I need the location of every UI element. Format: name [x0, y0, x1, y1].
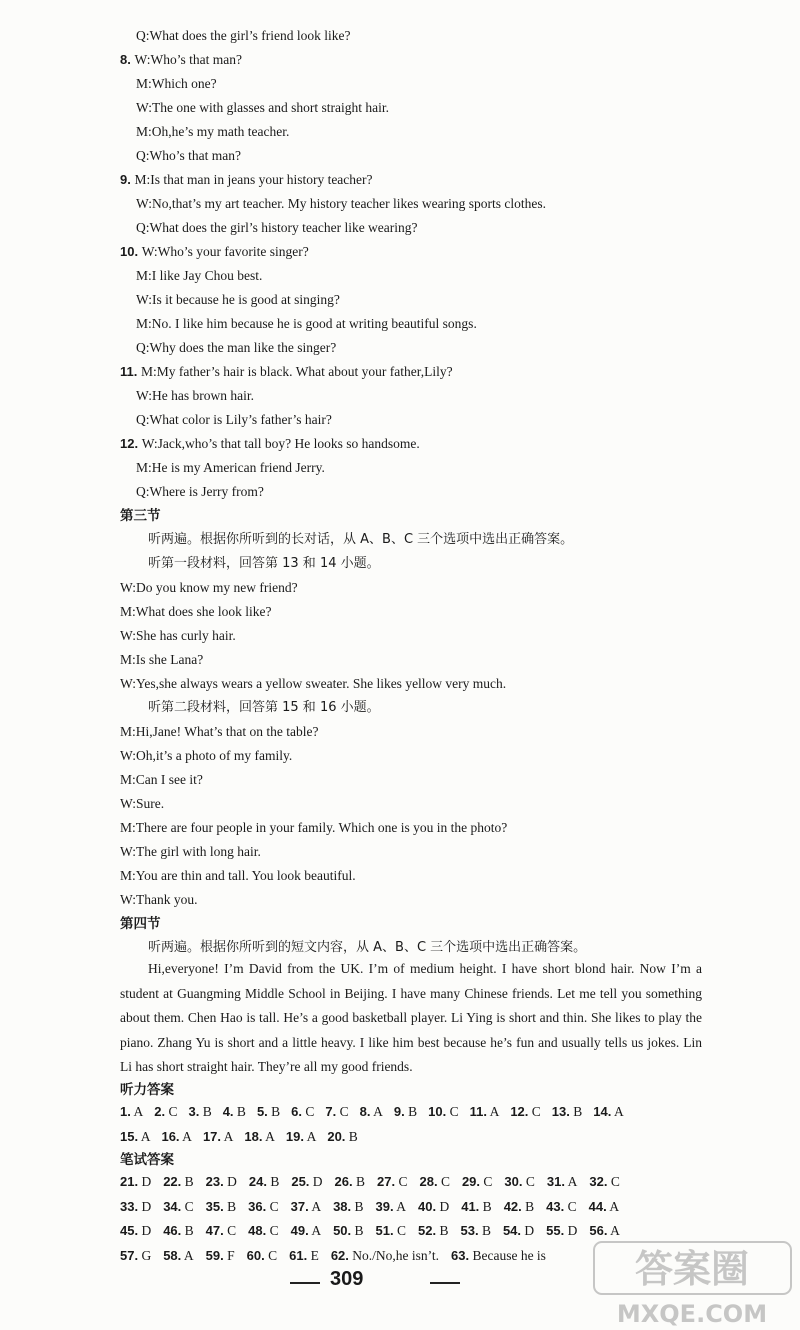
answer-value: B [351, 1223, 364, 1238]
answer-number: 8. [359, 1104, 371, 1119]
answer-item [428, 1102, 458, 1122]
answer-row [120, 1127, 369, 1147]
answer-number: 15. [120, 1128, 139, 1144]
answer-value: D [564, 1223, 578, 1238]
answer-item [247, 1246, 277, 1266]
answer-item [394, 1102, 417, 1122]
answer-row [120, 1246, 558, 1266]
answer-value: D [223, 1174, 237, 1189]
dialogue-line [136, 386, 254, 406]
line-text: M:I like Jay Chou best. [136, 268, 263, 283]
answer-number: 25. [291, 1174, 310, 1189]
answer-number: 34. [163, 1198, 182, 1214]
answer-value: B [521, 1198, 535, 1214]
answer-value: A [138, 1128, 151, 1144]
answer-value: B [352, 1174, 366, 1189]
line-text: M:Oh,he’s my math teacher. [136, 124, 290, 139]
answer-value: B [267, 1104, 281, 1119]
line-text: W:Is it because he is good at singing? [136, 292, 340, 307]
answer-number: 57. [120, 1247, 139, 1263]
answer-item [552, 1102, 582, 1122]
answer-item [360, 1102, 383, 1122]
listening-answers-heading: 听力答案 [120, 1082, 174, 1098]
answer-number: 36. [248, 1198, 267, 1214]
answer-item [470, 1102, 500, 1122]
answer-item [291, 1172, 322, 1192]
dialogue-line [120, 362, 453, 382]
answer-value: A [611, 1104, 624, 1119]
answer-item [331, 1246, 439, 1266]
dialogue-line [136, 146, 241, 166]
line-text: M:My father’s hair is black. What about your father,Lily? [140, 364, 453, 379]
answer-number: 45. [120, 1223, 139, 1238]
answer-value: A [606, 1198, 620, 1214]
answer-item [120, 1102, 143, 1122]
answer-number: 31. [546, 1174, 565, 1189]
answer-value: C [302, 1104, 315, 1119]
answer-number: 19. [285, 1128, 304, 1144]
watermark-bottom-text: MXQE.COM [616, 1300, 768, 1328]
answer-number: 26. [334, 1174, 353, 1189]
dialogue-line: W:Sure. [120, 796, 165, 811]
dialogue-line [136, 266, 262, 286]
answer-value: C [223, 1223, 237, 1238]
answer-row [120, 1172, 632, 1192]
answer-number: 20. [327, 1128, 346, 1144]
answer-item [547, 1172, 577, 1192]
answer-item [120, 1221, 151, 1241]
dialogue-line: W:Thank you. [120, 892, 198, 907]
answer-item [335, 1172, 365, 1192]
answer-number: 23. [205, 1174, 224, 1189]
answer-number: 43. [546, 1198, 565, 1214]
watermark-logo [590, 1238, 795, 1330]
answer-number: 52. [418, 1223, 437, 1238]
answer-value: D [138, 1174, 152, 1189]
answer-value: B [478, 1223, 491, 1238]
line-text: W:Who’s that man? [134, 52, 242, 67]
answer-item [163, 1172, 193, 1192]
answer-number: 56. [589, 1223, 608, 1238]
answer-number: 62. [330, 1247, 349, 1263]
answer-item [223, 1102, 246, 1122]
answer-number: 51. [375, 1223, 394, 1238]
line-text: W:Jack,who’s that tall boy? He looks so handsome. [141, 436, 420, 451]
answer-number: 1. [120, 1104, 131, 1119]
answer-value: A [181, 1247, 194, 1263]
answer-number: 7. [325, 1104, 337, 1119]
answer-item [163, 1221, 193, 1241]
dialogue-line [120, 434, 420, 454]
answer-value: B [223, 1198, 237, 1214]
answer-value: C [528, 1104, 541, 1119]
written-answers-heading: 笔试答案 [120, 1152, 174, 1168]
line-text: Q:Who’s that man? [136, 148, 241, 163]
answer-value: No./No,he isn’t. [348, 1247, 440, 1263]
item-number: 8. [120, 52, 135, 67]
section4-heading: 第四节 [120, 916, 161, 932]
answer-number: 28. [419, 1174, 438, 1189]
material2-instruction: 听第二段材料，回答第 15 和 16 小题。 [148, 700, 380, 715]
line-text: W:He has brown hair. [136, 388, 254, 403]
line-text: Q:What color is Lily’s father’s hair? [136, 412, 332, 427]
answer-number: 55. [546, 1223, 565, 1238]
answer-number: 49. [290, 1223, 309, 1238]
answer-item [376, 1197, 406, 1217]
answer-value: D [138, 1198, 152, 1214]
answer-value: A [179, 1128, 192, 1144]
dialogue-line: M:Can I see it? [120, 772, 203, 787]
answer-item [120, 1127, 150, 1147]
dialogue-line: W:She has curly hair. [120, 628, 236, 643]
answer-value: D [138, 1223, 152, 1238]
item-number: 10. [120, 244, 142, 259]
answer-number: 27. [377, 1174, 396, 1189]
page-number-dash-left [290, 1282, 320, 1284]
answer-value: C [393, 1223, 407, 1238]
answer-item [418, 1197, 449, 1217]
answer-item [418, 1221, 448, 1241]
answer-item [589, 1197, 619, 1217]
answer-item [206, 1172, 237, 1192]
answer-value: A [308, 1223, 322, 1238]
answer-value: A [221, 1128, 234, 1144]
answer-number: 32. [589, 1174, 608, 1189]
answer-number: 13. [551, 1104, 570, 1119]
answer-item [163, 1197, 193, 1217]
answer-number: 17. [202, 1128, 222, 1144]
answer-item [503, 1221, 534, 1241]
answer-value: D [309, 1174, 323, 1189]
answer-item [120, 1172, 151, 1192]
answer-item [461, 1197, 491, 1217]
answer-item [163, 1246, 193, 1266]
line-text: W:The one with glasses and short straight hair. [136, 100, 389, 115]
answer-number: 3. [188, 1104, 200, 1119]
answer-number: 33. [120, 1198, 139, 1214]
answer-value: A [303, 1128, 317, 1144]
answer-value: A [607, 1223, 620, 1238]
dialogue-line [136, 314, 477, 334]
dialogue-line [136, 338, 336, 358]
dialogue-line: M:You are thin and tall. You look beautiful. [120, 868, 356, 883]
answer-number: 46. [163, 1223, 182, 1238]
answer-number: 47. [205, 1223, 224, 1238]
answer-number: 4. [222, 1104, 234, 1119]
answer-value: C [437, 1174, 450, 1189]
line-text: W:Who’s your favorite singer? [141, 244, 309, 259]
item-number: 9. [120, 172, 135, 187]
answer-item [203, 1127, 233, 1147]
dialogue-line [136, 194, 546, 214]
answer-value: C [165, 1104, 178, 1119]
answer-value: C [564, 1198, 577, 1214]
answer-value: C [264, 1247, 278, 1263]
answer-number: 24. [248, 1174, 267, 1189]
answer-number: 6. [291, 1104, 303, 1119]
dialogue-line [136, 122, 289, 142]
answer-number: 18. [244, 1128, 263, 1144]
answer-item [154, 1102, 177, 1122]
answer-value: C [446, 1104, 459, 1119]
answer-item [161, 1127, 191, 1147]
page-number-dash-right [430, 1282, 460, 1284]
answer-item [419, 1172, 449, 1192]
answer-number: 30. [504, 1174, 523, 1189]
answer-item [120, 1197, 151, 1217]
dialogue-line [136, 410, 332, 430]
answer-value: C [522, 1174, 535, 1189]
answer-row [120, 1221, 632, 1241]
line-text: Q:Why does the man like the singer? [136, 340, 337, 355]
answer-number: 29. [461, 1174, 481, 1189]
answer-value: B [181, 1223, 194, 1238]
answer-value: C [266, 1198, 279, 1214]
answer-item [120, 1246, 151, 1266]
answer-number: 50. [333, 1223, 352, 1238]
dialogue-line: W:Oh,it’s a photo of my family. [120, 748, 293, 763]
answer-item [510, 1102, 540, 1122]
answer-item [286, 1127, 316, 1147]
answer-value: B [569, 1104, 583, 1119]
answer-number: 42. [503, 1198, 522, 1214]
answer-item [289, 1246, 319, 1266]
answer-number: 12. [510, 1104, 529, 1119]
answer-number: 48. [248, 1223, 267, 1238]
answer-row [120, 1102, 635, 1122]
answer-number: 10. [428, 1104, 447, 1119]
answer-value: C [480, 1174, 493, 1189]
line-text: M:Is that man in jeans your history teacher? [134, 172, 373, 187]
answer-item [325, 1102, 348, 1122]
answer-value: B [479, 1198, 492, 1214]
answer-item [248, 1197, 278, 1217]
section3-heading: 第三节 [120, 508, 161, 524]
section3-instruction: 听两遍。根据你所听到的长对话，从 A、B、C 三个选项中选出正确答案。 [148, 532, 574, 547]
answer-value: F [223, 1247, 235, 1263]
answer-item [462, 1172, 492, 1192]
answer-number: 63. [451, 1247, 470, 1263]
answer-value: B [404, 1104, 418, 1119]
answer-item [451, 1246, 546, 1266]
answer-value: B [436, 1223, 449, 1238]
dialogue-line [120, 50, 242, 70]
answer-number: 60. [246, 1247, 265, 1263]
answer-item [248, 1221, 278, 1241]
answer-value: A [393, 1198, 407, 1214]
answer-number: 5. [256, 1104, 268, 1119]
answer-value: C [395, 1174, 408, 1189]
answer-value: A [486, 1104, 500, 1119]
answer-value: B [345, 1128, 358, 1144]
dialogue-line [136, 218, 418, 238]
answer-value: C [336, 1104, 349, 1119]
section4-instruction: 听两遍。根据你所听到的短文内容，从 A、B、C 三个选项中选出正确答案。 [148, 940, 587, 955]
answer-value: A [564, 1174, 578, 1189]
dialogue-line [136, 26, 350, 46]
item-number: 11. [120, 364, 141, 379]
answer-item [333, 1221, 363, 1241]
section4-passage: Hi,everyone! I’m David from the UK. I’m of medium height. I have short blond hair. Now I’m a student at Guangming Middle School in Beijing. I have many Chinese friends. Let me tell you something about them. Chen Hao is tall. He’s a good basketball player. Li Ying is short and thin. She likes to play the piano. Zhang Yu is short and a little heavy. I like him best because he’s fun and usually tells us jokes. Lin Li has short straight hair. They’re all my good friends. [120, 961, 702, 1075]
line-text: M:He is my American friend Jerry. [136, 460, 325, 475]
answer-value: Because he is [469, 1247, 546, 1263]
answer-item [327, 1127, 357, 1147]
answer-value: A [130, 1104, 144, 1119]
answer-value: D [521, 1223, 535, 1238]
dialogue-line [136, 290, 340, 310]
dialogue-line [136, 482, 264, 502]
dialogue-line: M:Is she Lana? [120, 652, 204, 667]
answer-value: B [266, 1174, 280, 1189]
answer-number: 39. [375, 1198, 394, 1214]
answer-item [206, 1197, 236, 1217]
line-text: M:No. I like him because he is good at writing beautiful songs. [136, 316, 477, 331]
answer-value: A [308, 1198, 322, 1214]
answer-value: B [351, 1198, 364, 1214]
answer-number: 22. [163, 1174, 182, 1189]
answer-number: 40. [418, 1198, 437, 1214]
answer-value: B [181, 1174, 194, 1189]
answer-number: 59. [205, 1247, 224, 1263]
line-text: Q:Where is Jerry from? [136, 484, 264, 499]
dialogue-line [120, 170, 373, 190]
answer-item [188, 1102, 211, 1122]
answer-number: 16. [161, 1128, 180, 1144]
line-text: M:Which one? [136, 76, 217, 91]
answer-value: A [262, 1128, 275, 1144]
answer-item [593, 1102, 623, 1122]
answer-value: G [138, 1247, 152, 1263]
answer-row [120, 1197, 631, 1217]
answer-number: 2. [154, 1104, 166, 1119]
answer-item [249, 1172, 279, 1192]
dialogue-line: M:What does she look like? [120, 604, 272, 619]
answer-number: 11. [469, 1104, 487, 1119]
answer-value: D [436, 1198, 450, 1214]
answer-item [546, 1197, 576, 1217]
answer-item [589, 1172, 619, 1192]
answer-number: 14. [593, 1104, 612, 1119]
answer-number: 9. [393, 1104, 405, 1119]
answer-item [333, 1197, 363, 1217]
line-text: W:No,that’s my art teacher. My history teacher likes wearing sports clothes. [136, 196, 547, 211]
line-text: Q:What does the girl’s history teacher like wearing? [136, 220, 418, 235]
answer-number: 38. [333, 1198, 352, 1214]
dialogue-line [136, 98, 389, 118]
answer-item [546, 1221, 577, 1241]
answer-item [291, 1221, 321, 1241]
dialogue-line [136, 458, 325, 478]
answer-item [257, 1102, 280, 1122]
answer-item [376, 1221, 406, 1241]
page-number: 309 [330, 1268, 364, 1290]
answer-number: 53. [460, 1223, 479, 1238]
answer-item [460, 1221, 490, 1241]
answer-item [244, 1127, 274, 1147]
answer-value: E [307, 1247, 319, 1263]
answer-value: B [199, 1104, 212, 1119]
item-number: 12. [120, 436, 142, 451]
dialogue-line [136, 74, 217, 94]
answer-number: 37. [290, 1198, 309, 1214]
answer-item [291, 1102, 314, 1122]
answer-number: 58. [163, 1247, 182, 1263]
answer-item [377, 1172, 407, 1192]
dialogue-line: W:Yes,she always wears a yellow sweater. She likes yellow very much. [120, 676, 507, 691]
answer-number: 44. [588, 1198, 607, 1214]
dialogue-line: W:The girl with long hair. [120, 844, 261, 859]
answer-item [504, 1197, 534, 1217]
answer-value: C [181, 1198, 194, 1214]
dialogue-line: M:There are four people in your family. Which one is you in the photo? [120, 820, 508, 835]
answer-item [291, 1197, 321, 1217]
material1-instruction: 听第一段材料，回答第 13 和 14 小题。 [148, 556, 380, 571]
answer-item [206, 1246, 235, 1266]
answer-item [206, 1221, 236, 1241]
answer-number: 61. [289, 1247, 308, 1263]
dialogue-line: W:Do you know my new friend? [120, 580, 298, 595]
answer-number: 21. [120, 1174, 139, 1189]
answer-value: B [233, 1104, 246, 1119]
answer-number: 35. [205, 1198, 224, 1214]
line-text: Q:What does the girl’s friend look like? [136, 28, 351, 43]
watermark-top-text: 答案圈 [634, 1247, 750, 1291]
answer-item [504, 1172, 534, 1192]
dialogue-line [120, 242, 309, 262]
answer-value: C [607, 1174, 620, 1189]
answer-number: 41. [461, 1198, 480, 1214]
dialogue-line: M:Hi,Jane! What’s that on the table? [120, 724, 319, 739]
answer-number: 54. [502, 1223, 522, 1238]
answer-value: C [266, 1223, 279, 1238]
answer-value: A [370, 1104, 383, 1119]
